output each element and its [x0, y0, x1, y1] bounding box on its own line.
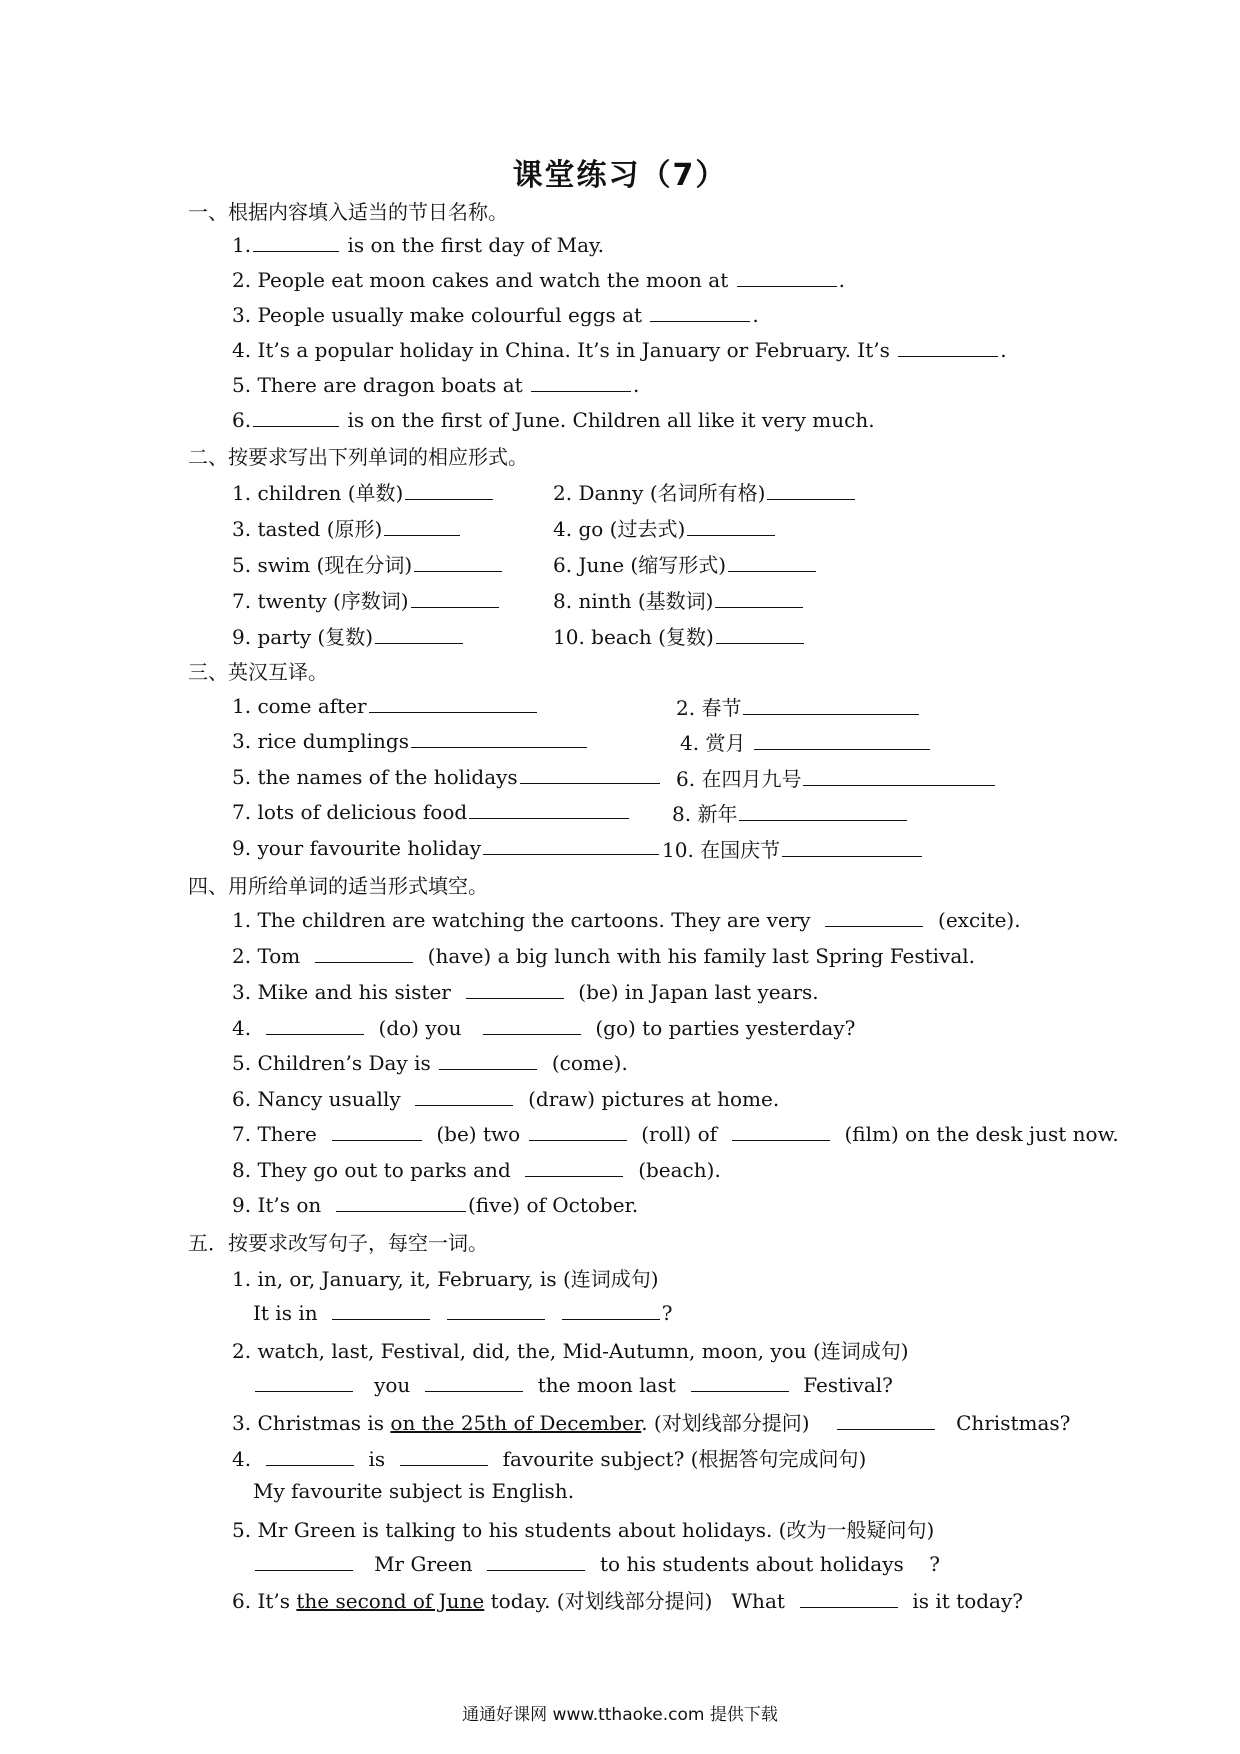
question-text: (be) in Japan last years.: [578, 980, 819, 1004]
section-4-heading: 四、用所给单词的适当形式填空。: [188, 874, 488, 898]
question-text: (beach).: [638, 1158, 721, 1182]
answer-blank[interactable]: [375, 623, 463, 644]
answer-blank[interactable]: [837, 1409, 935, 1430]
question-text: 8. They go out to parks and: [232, 1158, 511, 1182]
answer-blank[interactable]: [332, 1299, 430, 1320]
s1-question-1: [232, 231, 604, 257]
item-text: 5. swim (现在分词): [232, 553, 413, 577]
s3-item: [676, 692, 921, 721]
answer-blank[interactable]: [728, 551, 816, 572]
question-text: to his students about holidays: [600, 1552, 904, 1576]
answer-blank[interactable]: [253, 406, 339, 427]
section-1-heading: 一、根据内容填入适当的节日名称。: [188, 200, 508, 224]
answer-blank[interactable]: [743, 694, 919, 715]
question-text: (come).: [551, 1051, 628, 1075]
s1-question-3: [232, 301, 759, 327]
item-text: 6. June (缩写形式): [553, 553, 727, 577]
s2-item: [232, 549, 504, 578]
s5-question-6: [232, 1585, 1023, 1614]
s3-item: [232, 763, 662, 789]
item-text: 9. your favourite holiday: [232, 836, 482, 860]
question-text: you: [374, 1373, 411, 1397]
question-text: 9. It’s on: [232, 1193, 322, 1217]
answer-blank[interactable]: [405, 479, 493, 500]
answer-blank[interactable]: [439, 1049, 537, 1070]
question-text: 1. The children are watching the cartoons. They are very: [232, 908, 811, 932]
answer-blank[interactable]: [562, 1299, 660, 1320]
answer-blank[interactable]: [384, 515, 460, 536]
answer-blank[interactable]: [466, 978, 564, 999]
s3-item: [672, 798, 909, 827]
answer-blank[interactable]: [691, 1371, 789, 1392]
punctuation: .: [633, 373, 640, 397]
s5-question-1-answer: [253, 1299, 672, 1325]
answer-blank[interactable]: [520, 763, 660, 784]
answer-blank[interactable]: [415, 1085, 513, 1106]
item-text: 4. 赏月: [680, 731, 746, 755]
question-number: 6.: [232, 408, 252, 432]
s3-item: [662, 834, 924, 863]
s4-question-4: [232, 1014, 855, 1040]
question-text: Christmas?: [956, 1411, 1071, 1435]
item-text: 1. come after: [232, 694, 367, 718]
answer-blank[interactable]: [732, 1120, 830, 1141]
s5-question-4-answer: My favourite subject is English.: [253, 1479, 575, 1503]
question-text: is on the first day of May.: [347, 233, 605, 257]
question-text: (excite).: [938, 908, 1021, 932]
question-text: 3. People usually make colourful eggs at: [232, 303, 643, 327]
answer-blank[interactable]: [737, 266, 837, 287]
s1-question-2: [232, 266, 845, 292]
question-text: 6. Nancy usually: [232, 1087, 401, 1111]
s4-question-6: [232, 1085, 779, 1111]
s2-item: [553, 621, 806, 650]
answer-blank[interactable]: [529, 1120, 627, 1141]
s4-question-1: [232, 906, 1021, 932]
answer-blank[interactable]: [447, 1299, 545, 1320]
s3-item: [676, 763, 997, 792]
s2-item: [232, 513, 462, 542]
item-text: 7. twenty (序数词): [232, 589, 409, 613]
item-text: 2. 春节: [676, 696, 742, 720]
s4-question-2: [232, 942, 975, 968]
s2-item: [232, 477, 495, 506]
answer-blank[interactable]: [411, 587, 499, 608]
s3-item: [232, 692, 539, 718]
answer-blank[interactable]: [487, 1550, 585, 1571]
section-3-heading: 三、英汉互译。: [188, 660, 328, 684]
s5-question-5-answer: [253, 1550, 940, 1576]
section-5-heading: 五．按要求改写句子，每空一词。: [188, 1231, 488, 1255]
question-text: (roll) of: [641, 1122, 718, 1146]
s1-question-6: [232, 406, 875, 432]
answer-blank[interactable]: [332, 1120, 422, 1141]
answer-blank[interactable]: [253, 231, 339, 252]
item-text: 10. beach (复数): [553, 625, 714, 649]
question-text: It is in: [253, 1301, 318, 1325]
underlined-phrase: the second of June: [296, 1589, 485, 1613]
item-text: 8. 新年: [672, 802, 738, 826]
question-text: 5. Children’s Day is: [232, 1051, 431, 1075]
item-text: 2. Danny (名词所有格): [553, 481, 766, 505]
answer-blank[interactable]: [255, 1371, 353, 1392]
s5-question-1: 1. in, or, January, it, February, is (连词成句): [232, 1267, 659, 1291]
question-text: favourite subject? (根据答句完成问句): [502, 1447, 867, 1471]
s2-item: [553, 477, 857, 506]
answer-blank[interactable]: [315, 942, 413, 963]
s3-item: [680, 727, 932, 756]
question-text: 4.: [232, 1447, 252, 1471]
question-text: What: [731, 1589, 785, 1613]
answer-blank[interactable]: [266, 1014, 364, 1035]
answer-blank[interactable]: [650, 301, 750, 322]
s5-question-5: 5. Mr Green is talking to his students about holidays. (改为一般疑问句): [232, 1518, 935, 1542]
item-text: 6. 在四月九号: [676, 767, 802, 791]
answer-blank[interactable]: [716, 623, 804, 644]
question-text: (do) you: [378, 1016, 462, 1040]
answer-blank[interactable]: [898, 336, 998, 357]
question-text: is on the first of June. Children all like it very much.: [347, 408, 875, 432]
answer-blank[interactable]: [687, 515, 775, 536]
item-text: 7. lots of delicious food: [232, 800, 468, 824]
item-text: 10. 在国庆节: [662, 838, 781, 862]
question-text: (be) two: [436, 1122, 521, 1146]
question-text: Mr Green: [374, 1552, 473, 1576]
question-text: 7. There: [232, 1122, 317, 1146]
punctuation: .: [752, 303, 759, 327]
item-text: 9. party (复数): [232, 625, 374, 649]
item-text: 3. tasted (原形): [232, 517, 383, 541]
s4-question-5: [232, 1049, 628, 1075]
s2-item: [232, 621, 465, 650]
answer-blank[interactable]: [525, 1156, 623, 1177]
question-text: 3. Christmas is: [232, 1411, 385, 1435]
answer-blank[interactable]: [369, 692, 537, 713]
punctuation: .: [1000, 338, 1007, 362]
answer-blank[interactable]: [767, 479, 855, 500]
s1-question-5: [232, 371, 639, 397]
answer-blank[interactable]: [531, 371, 631, 392]
answer-blank[interactable]: [483, 1014, 581, 1035]
answer-blank[interactable]: [414, 551, 502, 572]
answer-blank[interactable]: [782, 836, 922, 857]
item-text: 3. rice dumplings: [232, 729, 409, 753]
answer-blank[interactable]: [255, 1550, 353, 1571]
s2-item: [553, 513, 777, 542]
s5-question-4: [232, 1443, 866, 1472]
punctuation: ?: [929, 1552, 940, 1576]
s3-item: [232, 727, 589, 753]
question-text: (draw) pictures at home.: [528, 1087, 780, 1111]
item-text: 1. children (单数): [232, 481, 404, 505]
item-text: 8. ninth (基数词): [553, 589, 714, 613]
answer-blank[interactable]: [469, 798, 629, 819]
answer-blank[interactable]: [825, 906, 923, 927]
question-text: the moon last: [537, 1373, 676, 1397]
s5-question-3: [232, 1407, 1070, 1436]
s5-question-2: 2. watch, last, Festival, did, the, Mid-Autumn, moon, you (连词成句): [232, 1339, 909, 1363]
question-text: . (对划线部分提问): [641, 1411, 810, 1435]
question-text: today. (对划线部分提问): [490, 1589, 713, 1613]
question-text: 5. There are dragon boats at: [232, 373, 523, 397]
s2-item: [232, 585, 501, 614]
underlined-phrase: on the 25th of December: [390, 1411, 642, 1435]
answer-blank[interactable]: [739, 800, 907, 821]
s4-question-7: [232, 1120, 1119, 1146]
punctuation: .: [838, 268, 845, 292]
answer-blank[interactable]: [336, 1191, 466, 1212]
question-text: is: [368, 1447, 386, 1471]
answer-blank[interactable]: [266, 1445, 354, 1466]
answer-blank[interactable]: [425, 1371, 523, 1392]
item-text: 5. the names of the holidays: [232, 765, 518, 789]
question-text: 2. Tom: [232, 944, 301, 968]
question-text: Festival?: [803, 1373, 893, 1397]
s5-question-2-answer: [253, 1371, 893, 1397]
s4-question-9: [232, 1191, 638, 1217]
s4-question-8: [232, 1156, 721, 1182]
s1-question-4: [232, 336, 1007, 362]
question-text: 4. It’s a popular holiday in China. It’s in January or February. It’s: [232, 338, 890, 362]
question-text: (go) to parties yesterday?: [595, 1016, 856, 1040]
item-text: 4. go (过去式): [553, 517, 686, 541]
answer-blank[interactable]: [411, 727, 587, 748]
answer-blank[interactable]: [754, 729, 930, 750]
question-text: (five) of October.: [468, 1193, 639, 1217]
s2-item: [553, 585, 805, 614]
s3-item: [232, 798, 631, 824]
answer-blank[interactable]: [803, 765, 995, 786]
page-title: 课堂练习（7）: [512, 158, 728, 193]
page-footer: 通通好课网 www.tthaoke.com 提供下载: [462, 1705, 778, 1725]
answer-blank[interactable]: [715, 587, 803, 608]
s3-item: [232, 834, 661, 860]
punctuation: ?: [661, 1301, 673, 1325]
question-text: 3. Mike and his sister: [232, 980, 451, 1004]
question-text: 6. It’s: [232, 1589, 290, 1613]
question-text: 4.: [232, 1016, 252, 1040]
section-2-heading: 二、按要求写出下列单词的相应形式。: [188, 445, 528, 469]
question-text: (film) on the desk just now.: [844, 1122, 1119, 1146]
question-text: 2. People eat moon cakes and watch the moon at: [232, 268, 729, 292]
question-text: is it today?: [912, 1589, 1023, 1613]
s4-question-3: [232, 978, 819, 1004]
s2-item: [553, 549, 818, 578]
answer-blank[interactable]: [400, 1445, 488, 1466]
question-number: 1.: [232, 233, 252, 257]
question-text: (have) a big lunch with his family last Spring Festival.: [427, 944, 976, 968]
answer-blank[interactable]: [483, 834, 659, 855]
answer-blank[interactable]: [800, 1587, 898, 1608]
